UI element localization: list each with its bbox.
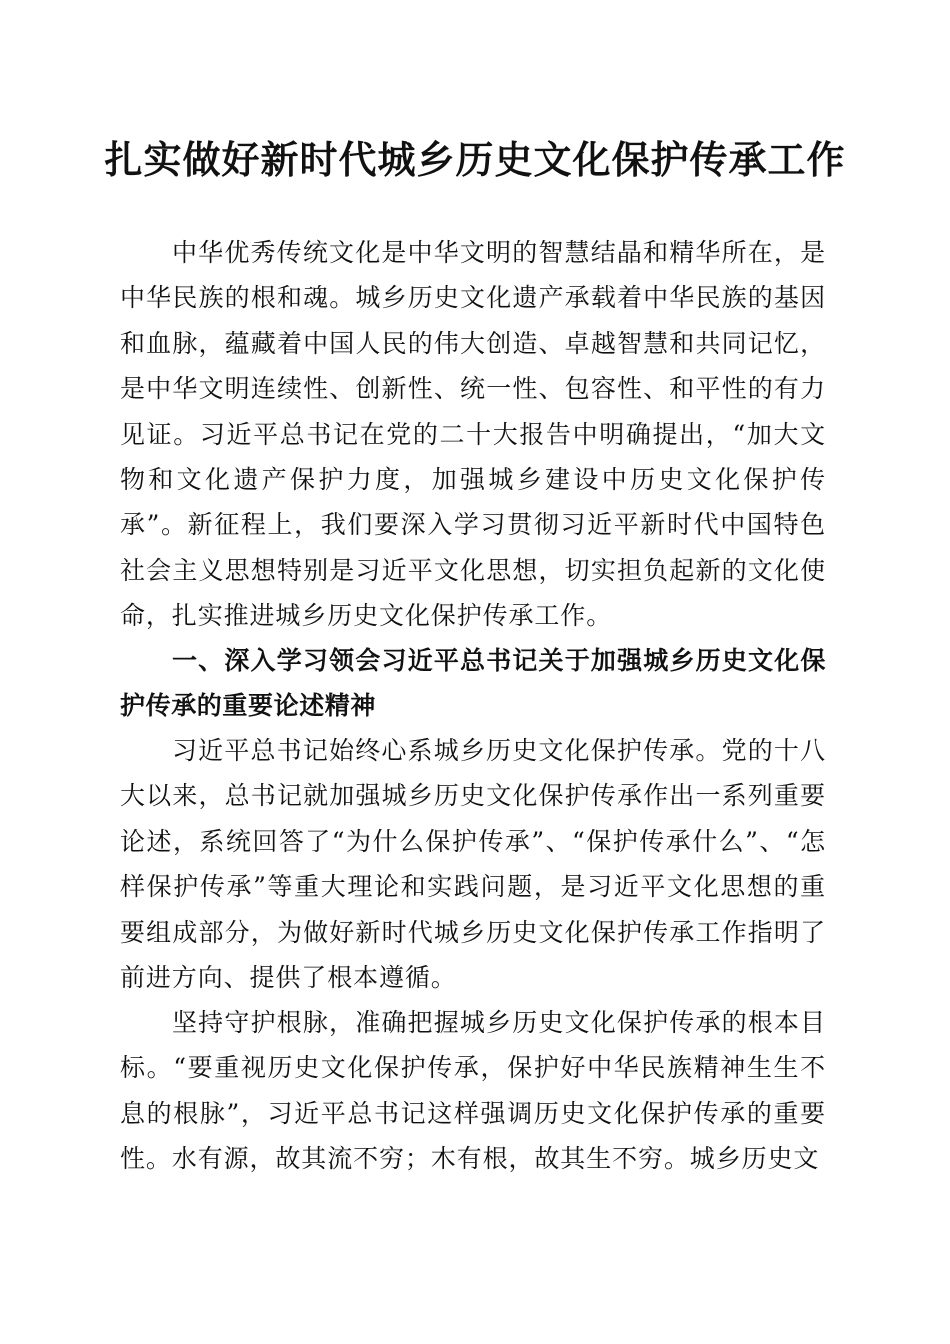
paragraph-section1-intro: 习近平总书记始终心系城乡历史文化保护传承。党的十八大以来，总书记就加强城乡历史文化保护传承作出一系列重要论述，系统回答了“为什么保护传承”、“保护传承什么”、“怎样保护传承”等重大理论和实践问题，是习近平文化思想的重要组成部分，为做好新时代城乡历史文化保护传承工作指明了前进方向、提供了根本遵循。 [120,736,826,993]
paragraph-protect-roots: 坚持守护根脉，准确把握城乡历史文化保护传承的根本目标。“要重视历史文化保护传承，保护好中华民族精神生生不息的根脉”，习近平总书记这样强调历史文化保护传承的重要性。水有源，故其流不穷；木有根，故其生不穷。城乡历史文 [120,1008,826,1174]
section-heading-1: 一、深入学习领会习近平总书记关于加强城乡历史文化保护传承的重要论述精神 [120,646,826,721]
document-title: 扎实做好新时代城乡历史文化保护传承工作 [104,137,846,182]
paragraph-intro: 中华优秀传统文化是中华文明的智慧结晶和精华所在，是中华民族的根和魂。城乡历史文化遗产承载着中华民族的基因和血脉，蕴藏着中国人民的伟大创造、卓越智慧和共同记忆，是中华文明连续性、创新性、统一性、包容性、和平性的有力见证。习近平总书记在党的二十大报告中明确提出，“加大文物和文化遗产保护力度，加强城乡建设中历史文化保护传承”。新征程上，我们要深入学习贯彻习近平新时代中国特色社会主义思想特别是习近平文化思想，切实担负起新的文化使命，扎实推进城乡历史文化保护传承工作。 [120,238,826,631]
